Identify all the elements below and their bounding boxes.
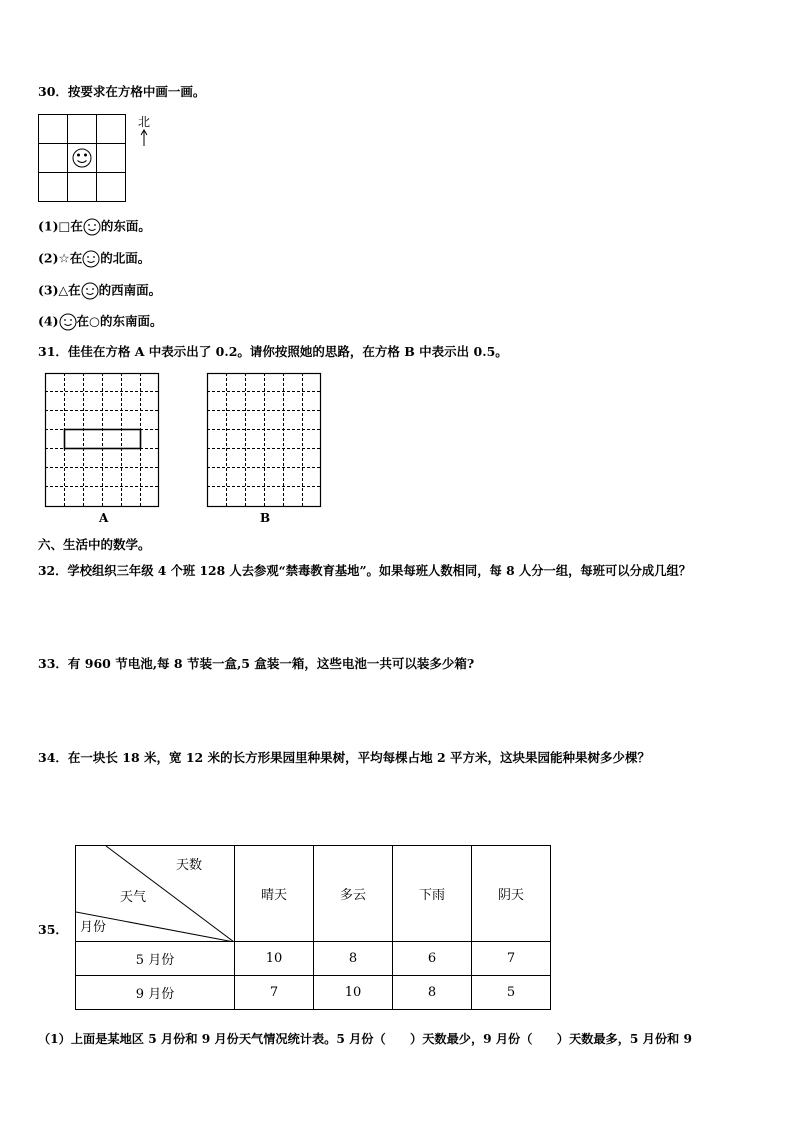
q33-text: 33．有 960 节电池,每 8 节装一盒,5 盒装一箱，这些电池一共可以装多少箱? — [38, 656, 475, 671]
column-header-overcast: 阴天 — [472, 846, 551, 942]
column-header-cloudy: 多云 — [314, 846, 393, 942]
q30-grid — [38, 114, 160, 206]
q35-sub1: （1）上面是某地区 5 月份和 9 月份天气情况统计表。5 月份（ ）天数最少，9 月份（ ）天数最多，5 月份和 9 — [38, 1032, 692, 1046]
q32-text: 32．学校组织三年级 4 个班 128 人去参观“禁毒教育基地”。如果每班人数相同，每 8 人分一组，每班可以分成几组？ — [38, 563, 692, 578]
grid-a-label: A — [99, 511, 109, 525]
corner-month-label: 月份 — [80, 920, 107, 935]
north-label: 北 — [138, 115, 151, 129]
north-arrow-icon — [141, 130, 147, 146]
circle-symbol: ○ — [89, 313, 100, 329]
column-header-sunny: 晴天 — [235, 846, 314, 942]
q31-title: 31．佳佳在方格 A 中表示出了 0.2。请你按照她的思路，在方格 B 中表示出 0.5。 — [38, 344, 508, 359]
square-symbol: □ — [58, 218, 71, 234]
grid-b — [206, 372, 326, 527]
weather-table — [75, 845, 551, 1010]
column-header-rainy: 下雨 — [393, 846, 472, 942]
smiley-icon — [81, 282, 99, 300]
table-cell: 8 — [314, 942, 393, 976]
q30-item-4: (4) 在○的东南面。 — [38, 313, 162, 331]
corner-weather-label: 天气 — [120, 890, 147, 905]
smiley-icon — [82, 250, 100, 268]
smiley-icon — [73, 149, 91, 167]
table-header-corner — [76, 846, 235, 942]
smiley-icon — [83, 218, 101, 236]
section6-title: 六、生活中的数学。 — [38, 537, 151, 552]
grid-b-label: B — [260, 511, 271, 525]
table-row — [76, 942, 551, 976]
triangle-symbol: △ — [58, 282, 69, 298]
table-cell: 5 — [472, 976, 551, 1010]
grid-a — [44, 372, 164, 527]
table-cell: 10 — [235, 942, 314, 976]
q30-item-3: (3)△在 的西南面。 — [38, 282, 161, 300]
table-row — [76, 976, 551, 1010]
table-cell: 10 — [314, 976, 393, 1010]
row-month: 9 月份 — [76, 976, 235, 1010]
q30-item-2: (2)☆在 的北面。 — [38, 250, 150, 268]
table-cell: 7 — [235, 976, 314, 1010]
row-month: 5 月份 — [76, 942, 235, 976]
q30-title: 30．按要求在方格中画一画。 — [38, 84, 206, 99]
star-symbol: ☆ — [58, 250, 70, 266]
q35-number: 35． — [38, 922, 68, 937]
table-cell: 6 — [393, 942, 472, 976]
smiley-icon — [59, 313, 77, 331]
q34-text: 34．在一块长 18 米，宽 12 米的长方形果园里种果树，平均每棵占地 2 平方米，这块果园能种果树多少棵？ — [38, 750, 650, 765]
table-cell: 7 — [472, 942, 551, 976]
q30-item-1: (1)□在 的东面。 — [38, 218, 151, 236]
table-cell: 8 — [393, 976, 472, 1010]
corner-days-label: 天数 — [176, 858, 203, 873]
q30-grid-lines — [39, 115, 126, 202]
